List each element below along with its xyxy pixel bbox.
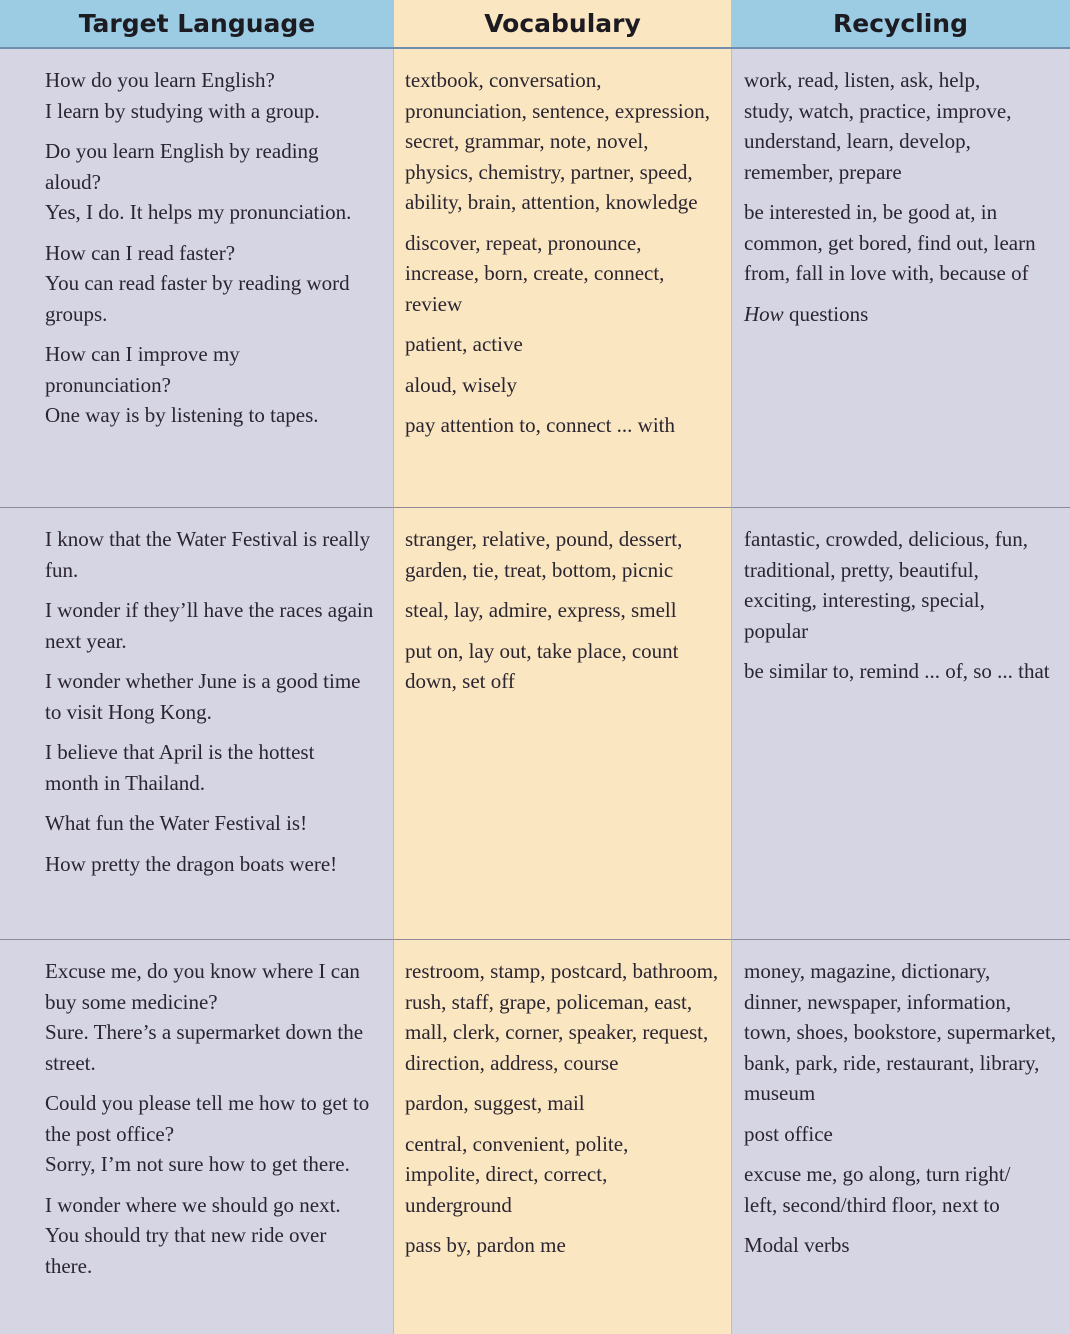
- target-line: I learn by studying with a group.: [45, 98, 320, 123]
- target-cell-2: [0, 507, 394, 939]
- target-cell-3: [0, 939, 394, 1334]
- target-line: buy some medicine?: [45, 989, 218, 1014]
- vocab-paragraph: [405, 1129, 723, 1221]
- vocab-cell-2: [394, 507, 731, 939]
- target-line: You can read faster by reading word: [45, 271, 350, 295]
- recycling-cell-1: [731, 49, 1070, 507]
- target-paragraph: [45, 737, 383, 798]
- target-paragraph: [45, 339, 383, 431]
- vocab-line: secret, grammar, note, novel,: [405, 129, 649, 153]
- vocab-line: garden, tie, treat, bottom, picnic: [405, 557, 674, 582]
- vocab-line: ability, brain, attention, knowledge: [405, 190, 698, 214]
- vocab-paragraph: [405, 1088, 723, 1119]
- target-line: How do you learn English?: [45, 68, 275, 92]
- vocab-line: direction, address, course: [405, 1050, 619, 1075]
- vocab-line: discover, repeat, pronounce,: [405, 230, 642, 255]
- vocab-line: rush, staff, grape, policeman, east,: [405, 989, 693, 1014]
- recycling-line: be similar to, remind ... of, so ... that: [744, 659, 1050, 683]
- target-paragraph: [45, 238, 383, 330]
- recycling-paragraph: [744, 299, 1064, 330]
- target-paragraph: [45, 849, 383, 880]
- target-line: I wonder whether June is a good time: [45, 669, 361, 693]
- recycling-line: work, read, listen, ask, help,: [744, 68, 981, 92]
- recycling-line: money, magazine, dictionary,: [744, 959, 991, 983]
- vocab-line: impolite, direct, correct,: [405, 1162, 608, 1186]
- vocab-line: down, set off: [405, 669, 515, 693]
- header-target-language: Target Language: [0, 0, 394, 49]
- recycling-line: remember, prepare: [744, 159, 902, 184]
- target-line: How can I improve my: [45, 342, 240, 366]
- vocab-paragraph: [405, 228, 723, 320]
- target-cell-1: [0, 49, 394, 507]
- target-line: Yes, I do. It helps my pronunciation.: [45, 200, 352, 224]
- vocab-line: aloud, wisely: [405, 372, 517, 397]
- vocab-line: increase, born, create, connect,: [405, 261, 665, 285]
- target-line: month in Thailand.: [45, 770, 206, 795]
- header-recycling: Recycling: [731, 0, 1070, 49]
- vocab-line: stranger, relative, pound, dessert,: [405, 527, 683, 551]
- vocab-line: patient, active: [405, 332, 523, 356]
- vocab-line: mall, clerk, corner, speaker, request,: [405, 1020, 709, 1044]
- vocab-line: textbook, conversation,: [405, 68, 602, 92]
- recycling-paragraph: [744, 65, 1064, 187]
- target-line: One way is by listening to tapes.: [45, 403, 319, 427]
- recycling-paragraph: [744, 1230, 1064, 1261]
- vocab-line: underground: [405, 1192, 512, 1217]
- vocab-line: pay attention to, connect ... with: [405, 413, 676, 437]
- recycling-paragraph: [744, 1119, 1064, 1150]
- target-line: pronunciation?: [45, 372, 171, 397]
- target-line: fun.: [45, 557, 79, 582]
- recycling-line: traditional, pretty, beautiful,: [744, 557, 979, 582]
- vocab-paragraph: [405, 329, 723, 360]
- target-line: Sure. There’s a supermarket down the: [45, 1020, 364, 1044]
- recycling-line: left, second/third floor, next to: [744, 1192, 1000, 1217]
- target-line: the post office?: [45, 1121, 175, 1146]
- target-paragraph: [45, 65, 383, 126]
- recycling-paragraph: [744, 956, 1064, 1109]
- vocab-line: steal, lay, admire, express, smell: [405, 598, 677, 622]
- recycling-line: Modal verbs: [744, 1233, 850, 1257]
- recycling-line: exciting, interesting, special,: [744, 588, 985, 612]
- recycling-line: common, get bored, find out, learn: [744, 230, 1036, 255]
- vocab-paragraph: [405, 65, 723, 218]
- vocab-paragraph: [405, 595, 723, 626]
- target-line: Do you learn English by reading: [45, 139, 319, 163]
- recycling-line: fantastic, crowded, delicious, fun,: [744, 527, 1028, 551]
- target-paragraph: [45, 1088, 383, 1180]
- target-line: Excuse me, do you know where I can: [45, 959, 360, 983]
- target-paragraph: [45, 136, 383, 228]
- recycling-cell-2: [731, 507, 1070, 939]
- recycling-paragraph: [744, 524, 1064, 646]
- vocab-cell-3: [394, 939, 731, 1334]
- recycling-cell-3: [731, 939, 1070, 1334]
- recycling-line: bank, park, ride, restaurant, library,: [744, 1050, 1040, 1075]
- recycling-line: popular: [744, 618, 809, 643]
- target-line: Sorry, I’m not sure how to get there.: [45, 1152, 350, 1176]
- target-line: You should try that new ride over: [45, 1223, 327, 1247]
- vocab-paragraph: [405, 1230, 723, 1261]
- vocab-paragraph: [405, 410, 723, 441]
- vocab-paragraph: [405, 636, 723, 697]
- target-paragraph: [45, 808, 383, 839]
- recycling-paragraph: [744, 1159, 1064, 1220]
- vocab-line: pardon, suggest, mail: [405, 1091, 585, 1115]
- target-line: Could you please tell me how to get to: [45, 1091, 370, 1115]
- vocab-paragraph: [405, 370, 723, 401]
- recycling-line: post office: [744, 1121, 833, 1146]
- target-paragraph: [45, 666, 383, 727]
- vocab-line: pass by, pardon me: [405, 1233, 566, 1257]
- target-line: How can I read faster?: [45, 240, 236, 265]
- recycling-line: dinner, newspaper, information,: [744, 989, 1012, 1014]
- recycling-line: from, fall in love with, because of: [744, 261, 1029, 285]
- target-line: next year.: [45, 628, 127, 653]
- vocab-cell-1: [394, 49, 731, 507]
- target-paragraph: [45, 1190, 383, 1282]
- recycling-line: town, shoes, bookstore, supermarket,: [744, 1020, 1057, 1044]
- header-vocabulary: Vocabulary: [394, 0, 731, 49]
- target-paragraph: [45, 956, 383, 1078]
- target-line: groups.: [45, 301, 108, 326]
- vocab-line: restroom, stamp, postcard, bathroom,: [405, 959, 719, 983]
- vocab-line: pronunciation, sentence, expression,: [405, 98, 710, 123]
- recycling-line: be interested in, be good at, in: [744, 200, 998, 224]
- recycling-line: understand, learn, develop,: [744, 129, 971, 153]
- recycling-line: How questions: [744, 301, 869, 326]
- target-paragraph: [45, 595, 383, 656]
- target-line: there.: [45, 1253, 93, 1278]
- vocab-paragraph: [405, 956, 723, 1078]
- target-line: I wonder if they’ll have the races again: [45, 598, 374, 622]
- target-line: to visit Hong Kong.: [45, 699, 212, 724]
- target-line: How pretty the dragon boats were!: [45, 851, 338, 876]
- target-line: I believe that April is the hottest: [45, 740, 315, 764]
- target-line: aloud?: [45, 169, 101, 194]
- target-line: I wonder where we should go next.: [45, 1192, 341, 1217]
- recycling-line: study, watch, practice, improve,: [744, 98, 1012, 123]
- recycling-line: museum: [744, 1081, 816, 1105]
- recycling-line: excuse me, go along, turn right/: [744, 1162, 1011, 1186]
- vocab-line: physics, chemistry, partner, speed,: [405, 159, 693, 184]
- vocab-line: review: [405, 291, 463, 316]
- recycling-paragraph: [744, 656, 1064, 687]
- vocab-line: central, convenient, polite,: [405, 1131, 629, 1156]
- target-line: What fun the Water Festival is!: [45, 811, 308, 835]
- target-line: street.: [45, 1050, 96, 1075]
- target-paragraph: [45, 524, 383, 585]
- vocab-line: put on, lay out, take place, count: [405, 638, 679, 663]
- vocab-paragraph: [405, 524, 723, 585]
- target-line: I know that the Water Festival is really: [45, 527, 371, 551]
- recycling-paragraph: [744, 197, 1064, 289]
